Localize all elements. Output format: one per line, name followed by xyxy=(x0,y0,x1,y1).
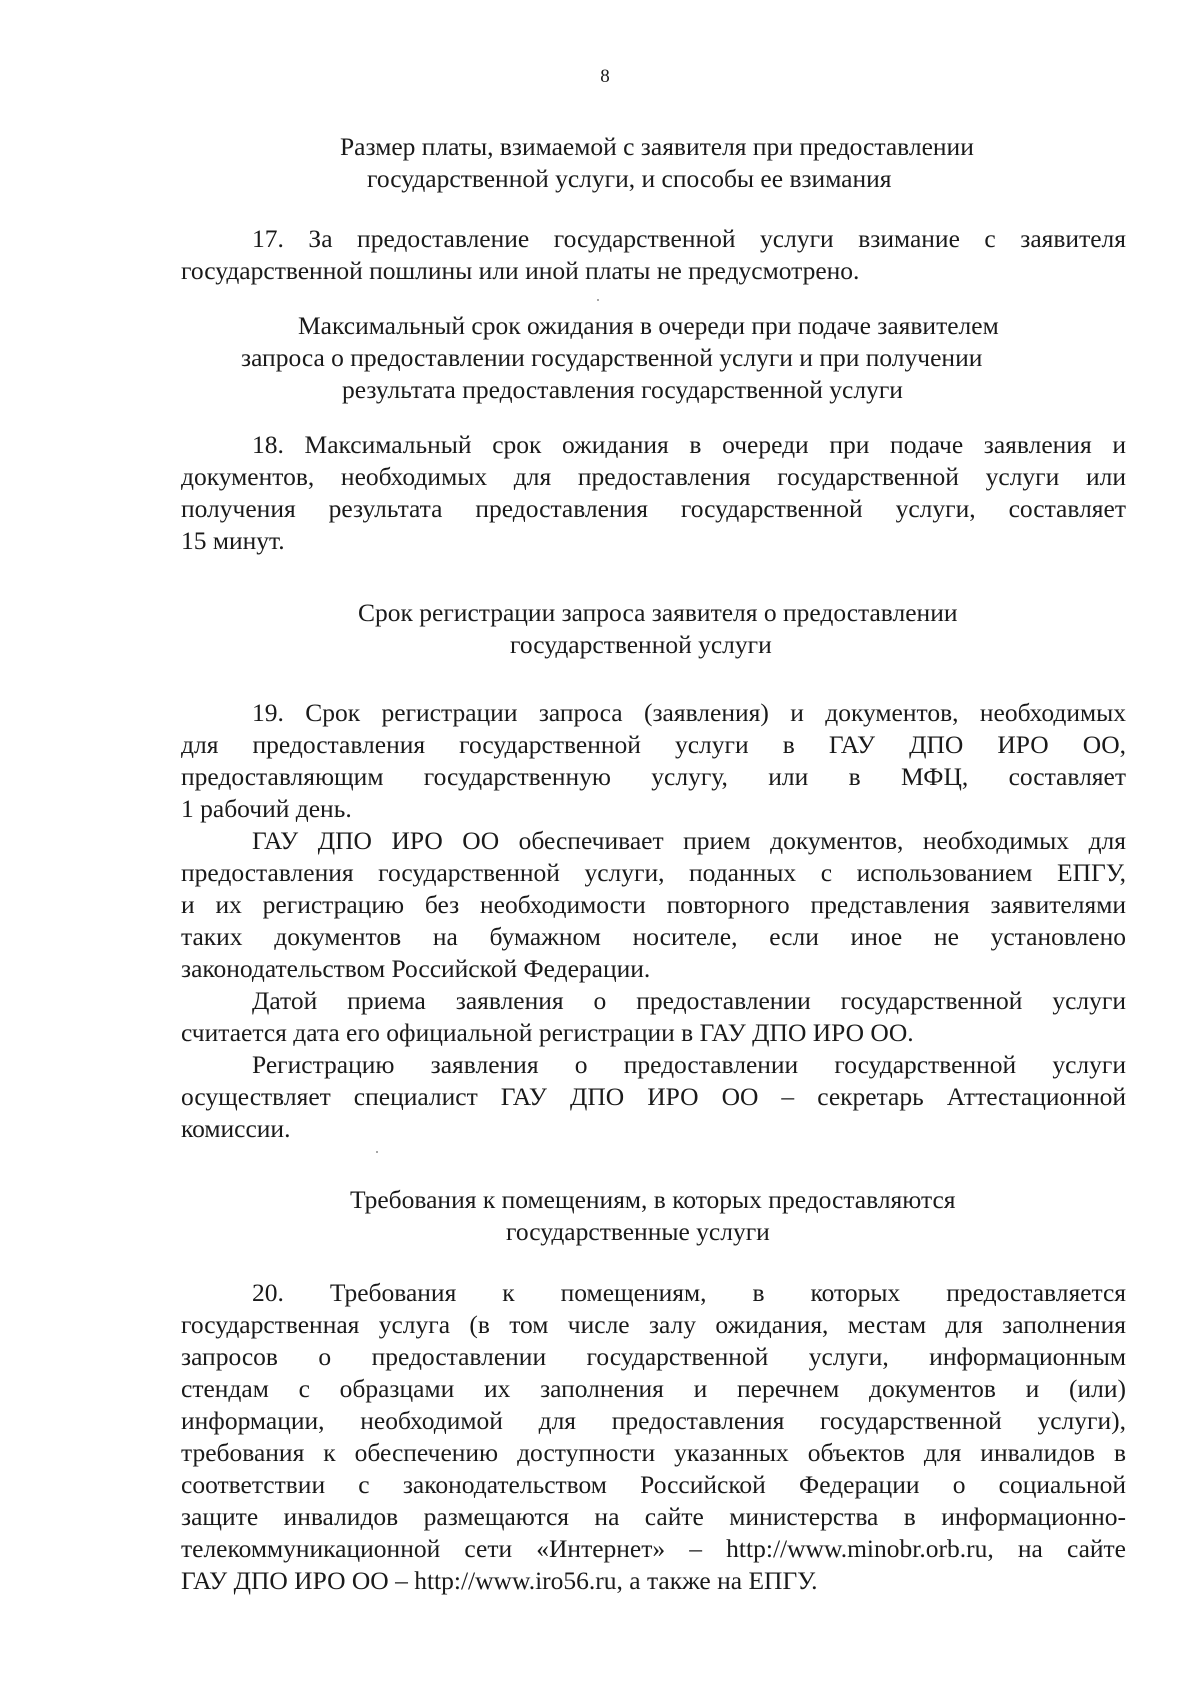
text-line: и их регистрацию без необходимости повторного представления заявителями xyxy=(181,890,1126,919)
text-line: получения результата предоставления государственной услуги, составляет xyxy=(181,494,1126,523)
text-line: запросов о предоставлении государственной услуги, информационным xyxy=(181,1342,1126,1371)
heading-line: Требования к помещениям, в которых предоставляются xyxy=(350,1185,956,1214)
text-line: телекоммуникационной сети «Интернет» – http://www.minobr.orb.ru, на сайте xyxy=(181,1534,1126,1563)
section-heading-queue xyxy=(241,310,999,406)
text-line: требования к обеспечению доступности указанных объектов для инвалидов в xyxy=(181,1438,1126,1467)
heading-line: запроса о предоставлении государственной услуги и при получении xyxy=(241,343,983,372)
text-line: для предоставления государственной услуги в ГАУ ДПО ИРО ОО, xyxy=(181,730,1126,759)
text-line: соответствии с законодательством Российской Федерации о социальной xyxy=(181,1470,1126,1499)
text-line: государственной пошлины или иной платы не предусмотрено. xyxy=(181,256,860,285)
paragraph-19 xyxy=(181,697,1126,825)
scan-speck xyxy=(597,299,599,301)
paragraph-registration-by xyxy=(181,1049,1126,1145)
section-heading-registration xyxy=(358,597,958,661)
text-line: считается дата его официальной регистрации в ГАУ ДПО ИРО ОО. xyxy=(181,1018,914,1047)
text-line: 19. Срок регистрации запроса (заявления) и документов, необходимых xyxy=(252,698,1126,727)
text-line: Регистрацию заявления о предоставлении государственной услуги xyxy=(252,1050,1126,1079)
text-line: 15 минут. xyxy=(181,526,285,555)
heading-line: государственной услуги xyxy=(510,630,772,659)
text-line: защите инвалидов размещаются на сайте министерства в информационно- xyxy=(181,1502,1126,1531)
text-line: комиссии. xyxy=(181,1114,291,1143)
text-line: информации, необходимой для предоставления государственной услуги), xyxy=(181,1406,1126,1435)
section-heading-fee xyxy=(340,131,974,195)
paragraph-epgu-acceptance xyxy=(181,825,1126,985)
section-heading-premises xyxy=(350,1184,956,1248)
page-number: 8 xyxy=(600,66,610,87)
heading-line: результата предоставления государственной услуги xyxy=(342,375,903,404)
text-line: осуществляет специалист ГАУ ДПО ИРО ОО – секретарь Аттестационной xyxy=(181,1082,1126,1111)
text-line: стендам с образцами их заполнения и перечнем документов и (или) xyxy=(181,1374,1126,1403)
heading-line: Срок регистрации запроса заявителя о предоставлении xyxy=(358,598,958,627)
text-line: предоставления государственной услуги, поданных с использованием ЕПГУ, xyxy=(181,858,1126,887)
heading-line: Размер платы, взимаемой с заявителя при предоставлении xyxy=(340,132,974,161)
paragraph-17 xyxy=(181,223,1126,287)
paragraph-20 xyxy=(181,1277,1126,1597)
text-line: ГАУ ДПО ИРО ОО обеспечивает прием документов, необходимых для xyxy=(252,826,1126,855)
text-line: 17. За предоставление государственной услуги взимание с заявителя xyxy=(252,224,1126,253)
text-line: 1 рабочий день. xyxy=(181,794,352,823)
heading-line: государственные услуги xyxy=(506,1217,770,1246)
text-line: 20. Требования к помещениям, в которых предоставляется xyxy=(252,1278,1126,1307)
text-line: документов, необходимых для предоставления государственной услуги или xyxy=(181,462,1126,491)
text-line: 18. Максимальный срок ожидания в очереди при подаче заявления и xyxy=(252,430,1126,459)
text-line: Датой приема заявления о предоставлении государственной услуги xyxy=(252,986,1126,1015)
text-line: таких документов на бумажном носителе, если иное не установлено xyxy=(181,922,1126,951)
text-line: предоставляющим государственную услугу, или в МФЦ, составляет xyxy=(181,762,1126,791)
paragraph-acceptance-date xyxy=(181,985,1126,1049)
scan-speck xyxy=(376,1151,378,1153)
text-line: государственная услуга (в том числе залу ожидания, местам для заполнения xyxy=(181,1310,1126,1339)
heading-line: Максимальный срок ожидания в очереди при подаче заявителем xyxy=(298,311,999,340)
paragraph-18 xyxy=(181,429,1126,557)
text-line: ГАУ ДПО ИРО ОО – http://www.iro56.ru, а также на ЕПГУ. xyxy=(181,1566,818,1595)
heading-line: государственной услуги, и способы ее взимания xyxy=(367,164,892,193)
text-line: законодательством Российской Федерации. xyxy=(181,954,651,983)
